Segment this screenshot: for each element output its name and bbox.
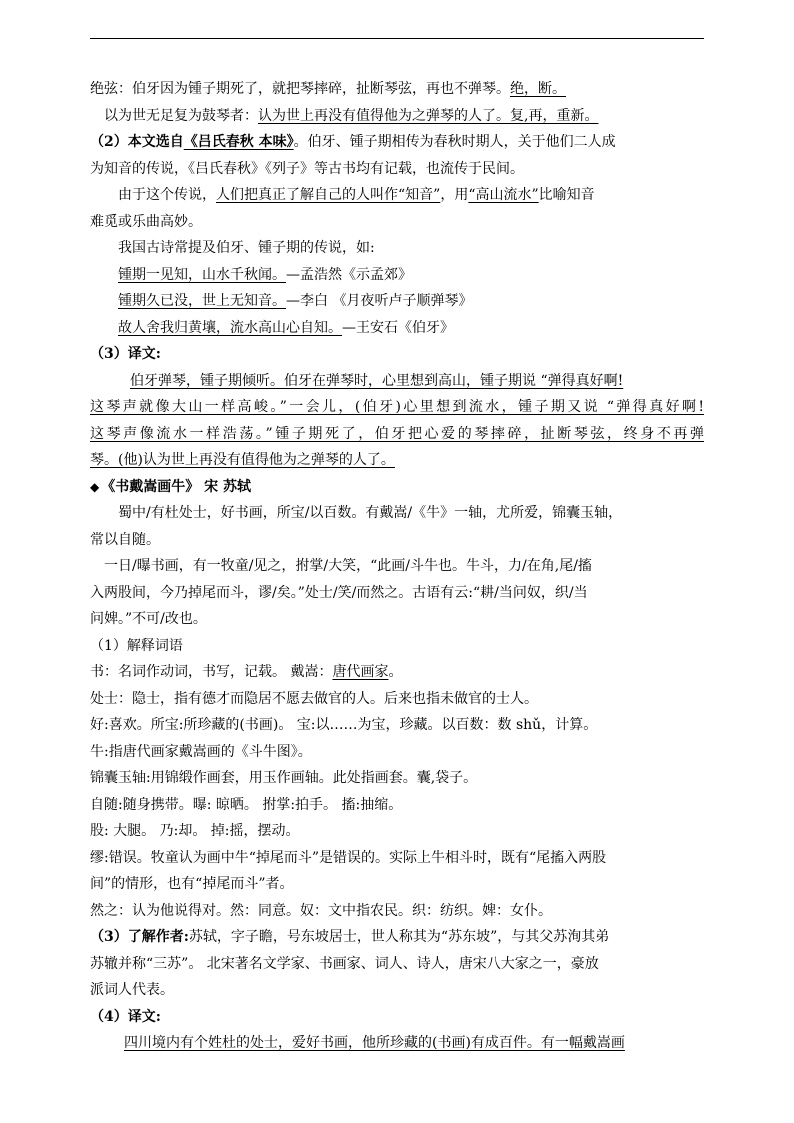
underlined-note: 认为世上再没有值得他为之弹琴的人了。 xyxy=(258,107,510,124)
poem-quote: 锺期一见知，山水千秋闻。 xyxy=(118,266,286,283)
section-heading: （1）解释词语 xyxy=(90,637,183,654)
diamond-bullet-icon: ◆ xyxy=(90,479,100,494)
header-rule xyxy=(90,38,704,39)
text-line: 蜀中/有杜处士，好书画，所宝/以百数。有戴嵩/《牛》一轴，尤所爱，锦囊玉轴， xyxy=(118,505,623,521)
source-title: 《吕氏春秋 本味》 xyxy=(183,134,294,150)
text-line: 自随:随身携带。曝: 晾晒。 拊掌:拍手。 搐:抽缩。 xyxy=(90,796,403,813)
text-line: 间”的情形，也有“掉尾而斗”者。 xyxy=(90,876,294,892)
text-line: 为知音的传说，《吕氏春秋》《列子》等古书均有记载，也流传于民间。 xyxy=(90,160,524,177)
text-line: 好:喜欢。所宝:所珍藏的(书画)。 宝:以……为宝，珍藏。以百数：数 shǔ，计算。 xyxy=(90,717,598,733)
text-line: 难觅或乐曲高妙。 xyxy=(90,213,202,230)
article-title: ◆ 《书戴嵩画牛》 宋 苏轼 xyxy=(90,478,251,495)
text-line: 以为世无足复为鼓琴者：认为世上再没有值得他为之弹琴的人了。复,再，重新。 xyxy=(104,107,599,124)
underlined-note: 人们把真正了解自己的人叫作“知音” xyxy=(216,187,441,203)
text-line: 问婢。”不可/改也。 xyxy=(90,611,207,627)
poem-line xyxy=(90,288,704,315)
text-line: 入两股间，今乃掉尾而斗，谬/矣。”处士/笑/而然之。古语有云:“耕/当问奴，织/当 xyxy=(90,584,588,601)
poem-line xyxy=(90,262,704,289)
text-line: 我国古诗常提及伯牙、锺子期的传说，如: xyxy=(118,240,375,256)
text-line: 牛:指唐代画家戴嵩画的《斗牛图》。 xyxy=(90,743,312,760)
text-line: 常以自随。 xyxy=(90,531,160,548)
document-page xyxy=(90,76,704,1057)
underlined-note: “高山流水” xyxy=(468,187,539,203)
poem-line xyxy=(90,315,704,342)
underlined-note: 唐代画家 xyxy=(332,664,389,680)
translation-line: 这琴声就像大山一样高峻。”一会儿，(伯牙)心里想到流水，锺子期又说 “弹得真好啊! xyxy=(90,399,704,415)
text-line: 由于这个传说，人们把真正了解自己的人叫作“知音”，用“高山流水”比喻知音 xyxy=(118,187,595,203)
underlined-note: 复,再，重新。 xyxy=(510,107,599,124)
translation-line: 琴。(他)认为世上再没有值得他为之弹琴的人了。 xyxy=(90,452,395,468)
text-line: 派词人代表。 xyxy=(90,982,174,998)
text-line: 一日/曝书画，有一牧童/见之，拊掌/大笑，“此画/斗牛也。牛斗，力/在角,尾/搐 xyxy=(104,558,592,574)
translation-line: 这琴声像流水一样浩荡。”锺子期死了，伯牙把心爱的琴摔碎，扯断琴弦，终身不再弹 xyxy=(90,425,704,442)
underlined-note: 绝，断。 xyxy=(510,81,566,97)
section-heading: （3）译文: xyxy=(90,346,161,362)
section-heading: （3）了解作者: xyxy=(90,929,189,945)
text-line: 绝弦：伯牙因为锺子期死了，就把琴摔碎，扯断琴弦，再也不弹琴。绝，断。 xyxy=(90,81,566,97)
text-line: 股: 大腿。 乃:却。 掉:摇，摆动。 xyxy=(90,823,300,839)
text-line: （2）本文选自《吕氏春秋 本味》。伯牙、锺子期相传为春秋时期人，关于他们二人成 xyxy=(90,134,616,150)
text-line: 处士：隐士，指有德才而隐居不愿去做官的人。后来也指未做官的士人。 xyxy=(90,690,538,707)
text-line: （3）了解作者:苏轼，字子瞻，号东坡居士，世人称其为“苏东坡”，与其父苏洵其弟 xyxy=(90,929,610,945)
text-line: 缪:错误。牧童认为画中牛“掉尾而斗”是错误的。实际上牛相斗时，既有“尾搐入两股 xyxy=(90,849,607,866)
poem-source: —李白 《月夜听卢子顺弹琴》 xyxy=(286,293,473,309)
text-line: 苏辙并称“三苏”。 北宋著名文学家、书画家、词人、诗人，唐宋八大家之一，豪放 xyxy=(90,955,599,972)
translation-line: 四川境内有个姓杜的处士，爱好书画，他所珍藏的(书画)有成百件。有一幅戴嵩画 xyxy=(124,1035,625,1051)
text-line: 锦囊玉轴:用锦缎作画套，用玉作画轴。此处指画套。囊,袋子。 xyxy=(90,770,478,786)
translation-line: 伯牙弹琴，锺子期倾听。伯牙在弹琴时，心里想到高山，锺子期说 “弹得真好啊! xyxy=(130,372,624,389)
poem-quote: 故人舍我归黄壤，流水高山心自知。 xyxy=(118,319,342,336)
text-line: 书：名词作动词，书写，记载。 戴嵩：唐代画家。 xyxy=(90,664,403,680)
section-heading: （2）本文选自 xyxy=(90,134,184,150)
poem-quote: 锺期久已没，世上无知音。 xyxy=(118,293,286,309)
poem-source: —孟浩然《示孟郊》 xyxy=(286,266,412,283)
section-heading: （4）译文: xyxy=(90,1008,161,1025)
poem-source: —王安石《伯牙》 xyxy=(342,319,454,336)
text-line: 然之：认为他说得对。然：同意。奴：文中指农民。织：纺织。婢：女仆。 xyxy=(90,902,552,919)
